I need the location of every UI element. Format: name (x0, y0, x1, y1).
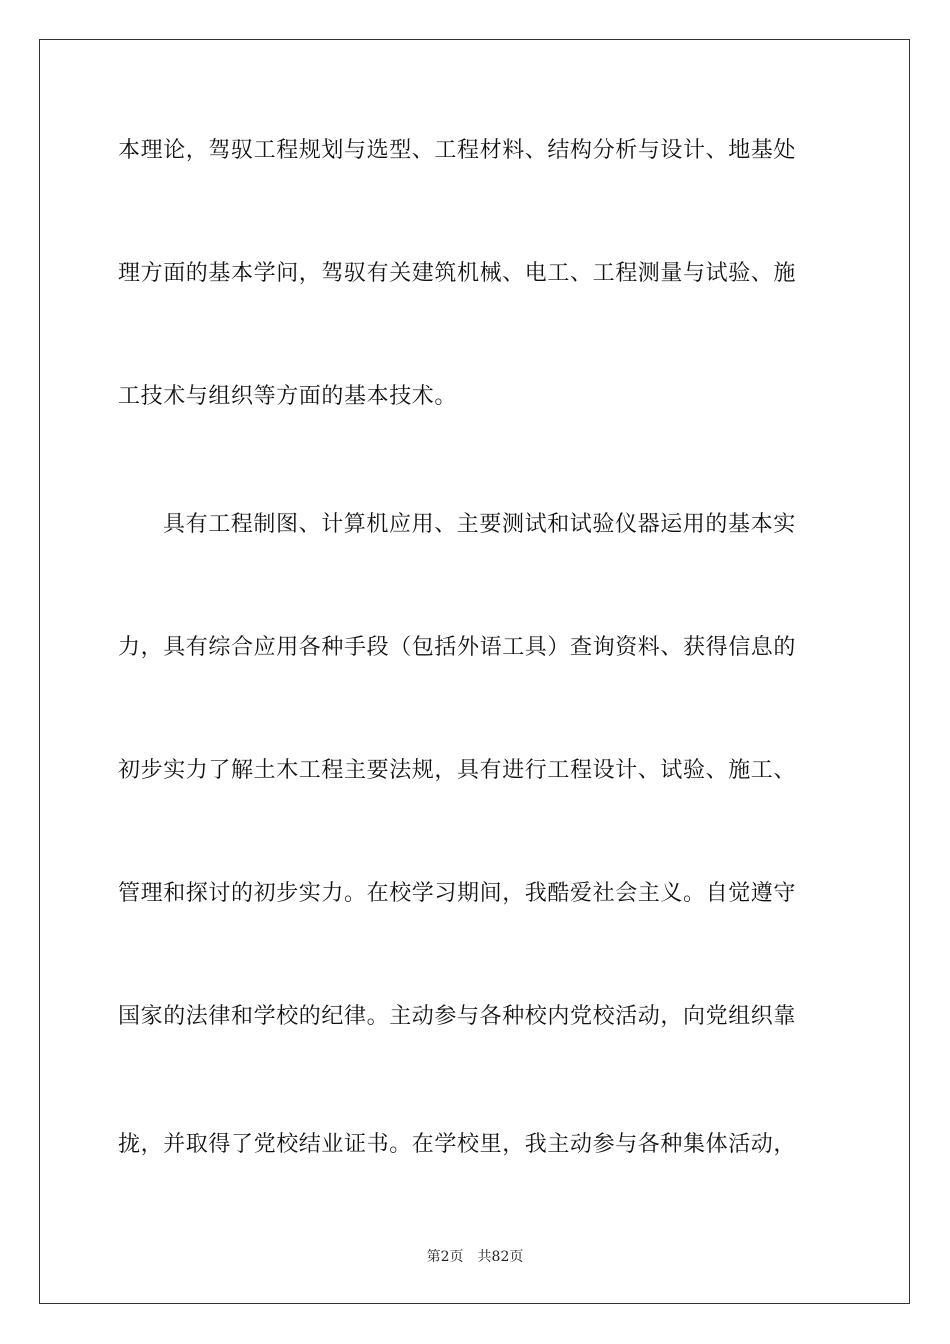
text-line: 力，具有综合应用各种手段（包括外语工具）查询资料、获得信息的 (118, 635, 797, 660)
text-line: 管理和探讨的初步实力。在校学习期间，我酷爱社会主义。自觉遵守 (118, 881, 797, 906)
page-number-footer: 第2页 共82页 (426, 1249, 524, 1265)
text-line: 本理论，驾驭工程规划与选型、工程材料、结构分析与设计、地基处 (118, 138, 797, 163)
paragraph-first-line: 具有工程制图、计算机应用、主要测试和试验仪器运用的基本实 (163, 512, 796, 537)
text-line: 工技术与组织等方面的基本技术。 (118, 384, 458, 409)
text-line: 国家的法律和学校的纪律。主动参与各种校内党校活动，向党组织靠 (118, 1004, 797, 1029)
text-line: 初步实力了解土木工程主要法规，具有进行工程设计、试验、施工、 (118, 758, 797, 783)
text-line: 拢，并取得了党校结业证书。在学校里，我主动参与各种集体活动， (118, 1132, 797, 1157)
text-line: 理方面的基本学问，驾驭有关建筑机械、电工、工程测量与试验、施 (118, 261, 797, 286)
page-border (39, 39, 910, 1304)
